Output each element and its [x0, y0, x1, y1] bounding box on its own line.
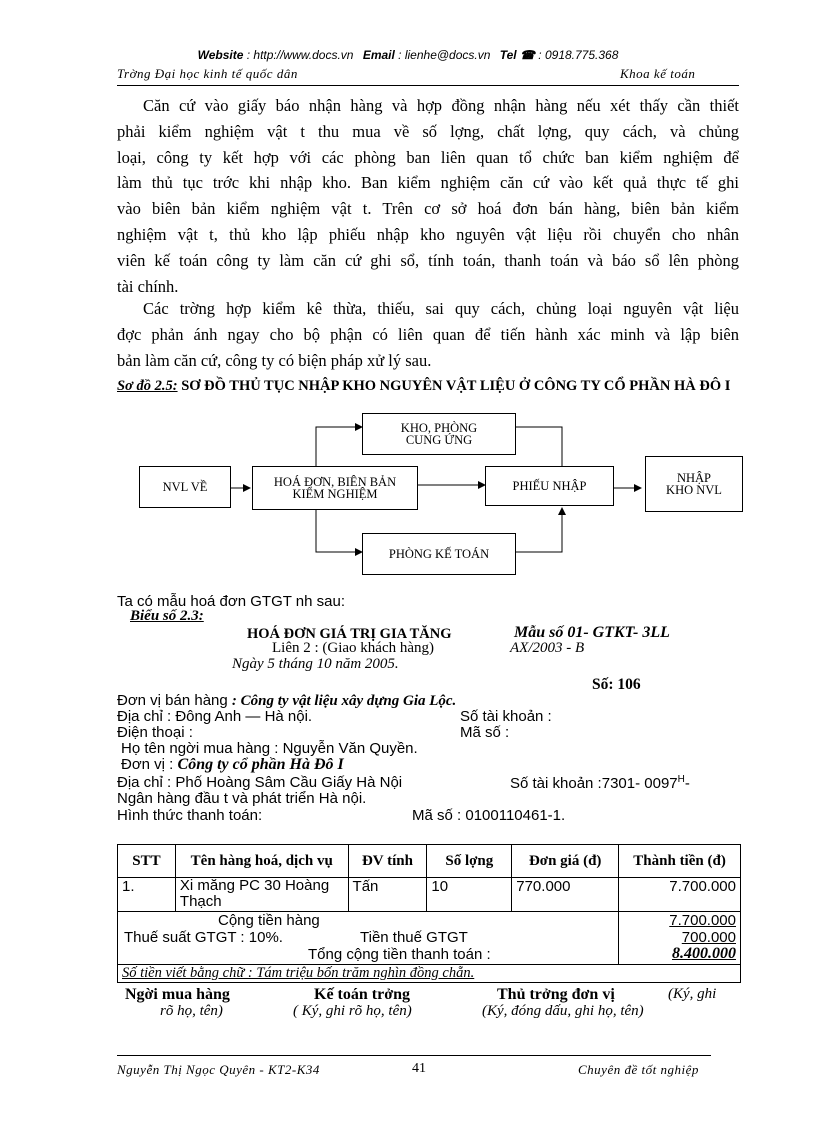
arrow-hoadon-to-kho	[316, 427, 362, 466]
buyer-unit-label: Đơn vị :	[121, 756, 178, 773]
email-value[interactable]: : lienhe@docs.vn	[398, 48, 491, 62]
col-header-don-gia: Đơn giá (đ)	[512, 845, 619, 878]
box-hoadon-line: HOÁ ĐƠN, BIÊN BẢN	[273, 475, 397, 489]
signature-accountant: Kế toán trởng	[314, 986, 410, 1003]
para2-line: Các trờng hợp kiểm kê thừa, thiếu, sai quy cách, chủng loại nguyên vật liệu	[143, 299, 739, 318]
invoice-title: HOÁ ĐƠN GIÁ TRỊ GIA TĂNG	[247, 626, 452, 642]
col-header-ten-hang: Tên hàng hoá, dịch vụ	[175, 845, 348, 878]
box-phieu-nhap	[485, 466, 614, 506]
box-nhap-line: KHO NVL	[666, 483, 722, 497]
totals-values	[619, 912, 741, 965]
signature-head-note: (Ký, ghi	[668, 986, 717, 1002]
seller-name: : Công ty vật liệu xây dựng Gia Lộc.	[231, 693, 457, 709]
para1-line: phải kiểm nghiệm vật t thu mua về số lợng, chất lợng, quy cách, và chủng	[117, 121, 739, 141]
invoice-copy: Liên 2 : (Giao khách hàng)	[272, 640, 435, 656]
seller-account: Số tài khoản :	[460, 708, 552, 725]
para1-line: Căn cứ vào giấy báo nhận hàng và hợp đồng nhận hàng nếu xét thấy cần thiết	[143, 96, 739, 115]
invoice-date: Ngày 5 tháng 10 năm 2005.	[232, 656, 399, 672]
amount-in-words: Số tiền viết bằng chữ : Tám triệu bốn trăm nghìn đồng chẵn.	[118, 965, 741, 983]
col-header-stt: STT	[118, 845, 176, 878]
phone-icon: ☎	[520, 48, 535, 62]
tel-label: Tel	[499, 48, 517, 62]
cell-dv-tinh: Tấn	[348, 878, 427, 912]
header-university: Trờng Đại học kinh tế quốc dân	[117, 66, 298, 81]
box-phieu-label: PHIẾU NHẬP	[512, 479, 587, 493]
tong-cong-label: Tổng cộng tiền thanh toán :	[308, 946, 491, 963]
para1-line: viên kế toán công ty làm căn cứ ghi sổ, tính toán, thanh toán và báo sổ lên phòng	[117, 250, 739, 270]
amount-in-words-row	[118, 965, 741, 983]
box-kho-line: KHO, PHÒNG	[400, 421, 478, 435]
signature-accountant-note: ( Ký, ghi rõ họ, tên)	[293, 1003, 412, 1019]
cell-ten-hang: Xi măng PC 30 Hoàng Thạch	[175, 878, 348, 912]
arrow-hoadon-to-ketoan	[316, 508, 362, 552]
website-label: Website	[197, 48, 244, 62]
invoice-number: Số: 106	[592, 676, 641, 693]
cong-tien-value: 7.700.000	[669, 912, 736, 929]
box-kho-phong-cung-ung	[362, 413, 516, 455]
seller-tax-code: Mã số :	[460, 724, 510, 741]
buyer-unit-name: Công ty cổ phần Hà Đô I	[177, 756, 344, 773]
box-nhap-line: NHẬP	[676, 471, 712, 485]
footer-title: Chuyên đề tốt nghiệp	[578, 1062, 699, 1077]
seller-phone: Điện thoại :	[117, 724, 193, 741]
cell-stt: 1.	[118, 878, 176, 912]
invoice-intro: Ta có mẫu hoá đơn GTGT nh sau:	[117, 593, 346, 610]
thue-suat: Thuế suất GTGT : 10%.	[124, 929, 283, 946]
footer-divider	[117, 1055, 711, 1056]
signature-head-note-2: (Ký, đóng dấu, ghi họ, tên)	[482, 1003, 644, 1019]
website-url[interactable]: : http://www.docs.vn	[246, 48, 354, 62]
email-label: Email	[362, 48, 395, 62]
para1-line: vào biên bản kiểm nghiệm vật t. Trên cơ sở hoá đơn bán hàng, biên bản kiểm	[117, 199, 739, 219]
box-nvl-label: NVL VỀ	[162, 480, 208, 494]
col-header-so-luong: Số lợng	[427, 845, 512, 878]
buyer-name: Họ tên ngời mua hàng : Nguyễn Văn Quyền.	[121, 740, 418, 757]
tong-cong-value: 8.400.000	[672, 945, 736, 962]
tien-thue-value: 700.000	[681, 929, 736, 946]
box-hoa-don	[252, 466, 418, 510]
seller-address: Địa chỉ : Đông Anh — Hà nội.	[117, 708, 313, 725]
bieu-so-label: Biểu số 2.3:	[130, 608, 204, 624]
invoice-items-table	[117, 844, 741, 983]
totals-block	[118, 912, 741, 965]
header-faculty: Khoa kế toán	[620, 66, 696, 81]
diagram-heading: SƠ ĐỒ THỦ TỤC NHẬP KHO NGUYÊN VẬT LIỆU Ở CÔNG TY CỔ PHẦN HÀ ĐÔ I	[177, 378, 731, 394]
signature-buyer: Ngời mua hàng	[125, 986, 230, 1003]
buyer-tax-code: Mã số : 0100110461-1.	[412, 807, 566, 824]
table-row	[118, 878, 741, 912]
arrow-ketoan-to-phieu	[514, 508, 562, 552]
cell-don-gia: 770.000	[512, 878, 619, 912]
diagram-label: Sơ đồ 2.5:	[117, 378, 178, 394]
signature-head: Thủ trởng đơn vị	[497, 986, 615, 1003]
buyer-unit-line	[121, 756, 344, 774]
invoice-series: AX/2003 - B	[510, 640, 585, 656]
table-header-row	[118, 845, 741, 878]
para2-line: đợc phản ánh ngay cho bộ phận có liên quan để tiến hành xác minh và lập biên	[117, 324, 739, 344]
col-header-thanh-tien: Thành tiền (đ)	[619, 845, 741, 878]
box-hoadon-line: KIỂM NGHIỆM	[292, 487, 378, 501]
cell-thanh-tien: 7.700.000	[619, 878, 741, 912]
signature-buyer-note: rõ họ, tên)	[160, 1003, 223, 1019]
buyer-account-number: Số tài khoản :7301- 0097	[510, 775, 678, 792]
cong-tien-label: Cộng tiền hàng	[218, 912, 320, 929]
payment-method: Hình thức thanh toán:	[117, 807, 263, 824]
tien-thue-label: Tiền thuế GTGT	[360, 929, 468, 946]
box-phong-ke-toan	[362, 533, 516, 575]
box-kho-line: CUNG ỨNG	[405, 433, 473, 447]
col-header-dv-tinh: ĐV tính	[348, 845, 427, 878]
page-number: 41	[412, 1061, 426, 1076]
buyer-address: Địa chỉ : Phố Hoàng Sâm Cầu Giấy Hà Nội	[117, 774, 403, 791]
buyer-account-tail: -	[684, 775, 690, 792]
tel-value: : 0918.775.368	[538, 48, 619, 62]
buyer-account-sup: H	[677, 774, 685, 785]
seller-label: Đơn vị bán hàng	[117, 692, 232, 709]
box-nhap-kho	[645, 456, 743, 512]
para1-line: nghiệm vật t, thủ kho lập phiếu nhập kho nguyên vật liệu rồi chuyển cho nhân	[117, 224, 739, 244]
buyer-account	[510, 774, 690, 792]
para1-line: làm thủ tục trớc khi nhập kho. Ban kiểm nghiệm căn cứ vào kết quả thực tế ghi	[117, 173, 739, 193]
para2-line: bản làm căn cứ, công ty có biện pháp xử lý sau.	[117, 350, 432, 370]
box-nvl-ve	[139, 466, 231, 508]
cell-so-luong: 10	[427, 878, 512, 912]
para1-line: loại, công ty kết hợp với các phòng ban liên quan tổ chức ban kiểm nghiệm để	[117, 147, 739, 167]
box-ketoan-label: PHÒNG KẾ TOÁN	[388, 547, 490, 561]
buyer-bank: Ngân hàng đầu t và phát triển Hà nội.	[117, 790, 367, 807]
footer-author: Nguyễn Thị Ngọc Quyên - KT2-K34	[117, 1062, 320, 1077]
invoice-form-number: Mẫu số 01- GTKT- 3LL	[514, 624, 670, 641]
para1-line: tài chính.	[117, 276, 179, 296]
totals-labels	[118, 912, 619, 965]
